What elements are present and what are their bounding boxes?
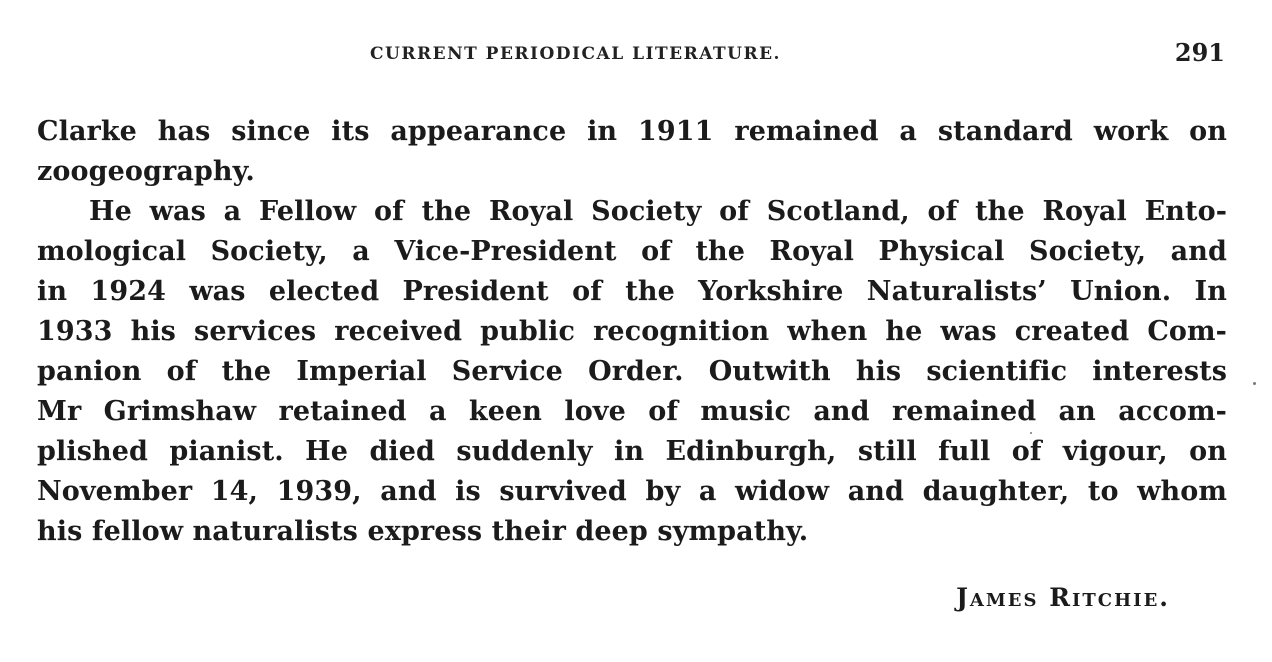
running-head: CURRENT PERIODICAL LITERATURE. [370, 44, 781, 64]
body-line: his fellow naturalists express their deep sympathy. [37, 516, 809, 547]
body-line: Mr Grimshaw retained a keen love of music and remained an accom- [37, 396, 1227, 427]
body-line: zoogeography. [37, 156, 255, 187]
body-line: plished pianist. He died suddenly in Edinburgh, still full of vigour, on [37, 436, 1227, 467]
body-line: 1933 his services received public recognition when he was created Com- [37, 316, 1227, 347]
body-line: mological Society, a Vice-President of the Royal Physical Society, and [37, 236, 1227, 267]
scan-speck [1253, 382, 1256, 385]
body-line: He was a Fellow of the Royal Society of Scotland, of the Royal Ento- [89, 196, 1227, 227]
body-line: Clarke has since its appearance in 1911 remained a standard work on [37, 116, 1227, 147]
body-line: in 1924 was elected President of the Yorkshire Naturalists’ Union. In [37, 276, 1227, 307]
author-signature: James Ritchie. [956, 583, 1170, 612]
article-body [37, 112, 1227, 552]
body-line: panion of the Imperial Service Order. Outwith his scientific interests [37, 356, 1227, 387]
page-number: 291 [1174, 38, 1225, 67]
scan-speck [1030, 432, 1032, 434]
body-line: November 14, 1939, and is survived by a widow and daughter, to whom [37, 476, 1227, 507]
